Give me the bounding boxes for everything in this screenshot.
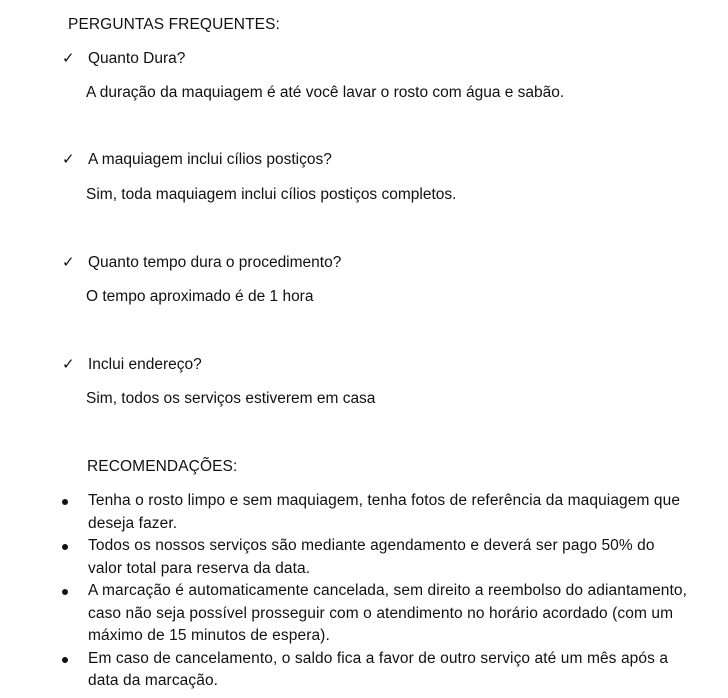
faq-answer: O tempo aproximado é de 1 hora [86, 288, 314, 305]
faq-question [62, 355, 202, 375]
list-item-text: Todos os nossos serviços são mediante agendamento e deverá ser pago 50% do valor total para reserva da data. [88, 537, 655, 577]
faq-question [62, 253, 341, 273]
faq-question-text: Quanto Dura? [88, 50, 186, 67]
list-item-text: A marcação é automaticamente cancelada, sem direito a reembolso do adiantamento, caso não seja possível prosseguir com o atendimento no horário acordado (com um máximo de 15 minutos de espera). [88, 582, 688, 644]
list-item [62, 490, 692, 535]
check-icon: ✓ [62, 254, 75, 271]
bullet-icon [62, 657, 68, 663]
check-icon: ✓ [62, 356, 75, 373]
recommendations-list [62, 490, 692, 693]
faq-question-text: Quanto tempo dura o procedimento? [88, 254, 342, 271]
faq-answer: Sim, todos os serviços estiverem em casa [86, 390, 376, 407]
faq-question [62, 49, 185, 69]
list-item-text: Tenha o rosto limpo e sem maquiagem, tenha fotos de referência da maquiagem que deseja fazer. [88, 492, 681, 532]
faq-answer: A duração da maquiagem é até você lavar o rosto com água e sabão. [86, 84, 565, 101]
recommendations-heading: RECOMENDAÇÕES: [87, 458, 238, 475]
faq-heading: PERGUNTAS FREQUENTES: [68, 16, 280, 33]
faq-question [62, 150, 332, 170]
faq-question-text: Inclui endereço? [88, 356, 202, 373]
list-item [62, 648, 692, 693]
bullet-icon [62, 589, 68, 595]
list-item-text: Em caso de cancelamento, o saldo fica a favor de outro serviço até um mês após a data da marcação. [88, 649, 669, 689]
faq-answer: Sim, toda maquiagem inclui cílios postiços completos. [86, 186, 457, 203]
list-item [62, 580, 692, 648]
faq-question-text: A maquiagem inclui cílios postiços? [88, 151, 332, 168]
check-icon: ✓ [62, 151, 75, 168]
check-icon: ✓ [62, 50, 75, 67]
bullet-icon [62, 544, 68, 550]
bullet-icon [62, 499, 68, 505]
list-item [62, 535, 692, 580]
